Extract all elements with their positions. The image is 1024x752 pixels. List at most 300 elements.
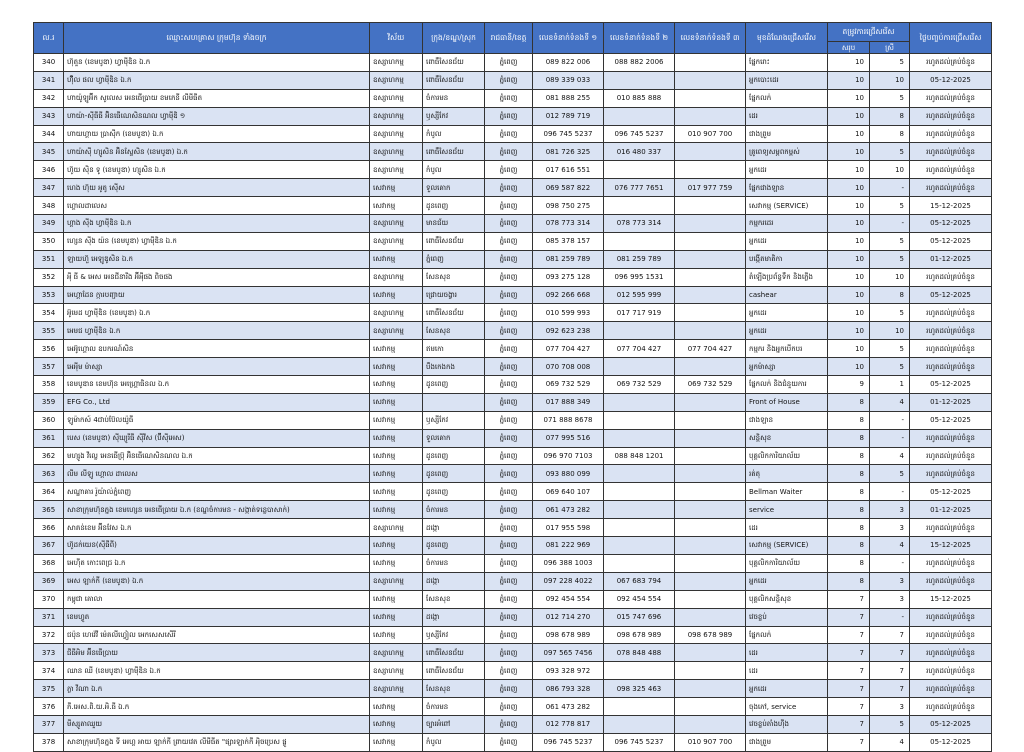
province-cell: ភ្នំពេញ [485,71,533,89]
vacancy-female-cell: 10 [870,322,910,340]
vacancy-total-cell: 8 [828,429,870,447]
vacancy-female-cell: 7 [870,662,910,680]
table-row [34,644,992,662]
province-cell: ភ្នំពេញ [485,447,533,465]
row-number-cell: 349 [34,215,64,233]
row-number-cell: 374 [34,662,64,680]
phone-3-cell: 017 977 759 [675,179,746,197]
phone-2-cell [604,715,675,733]
company-name-cell: ហ៊ូយ ស៊ិន ទូ (ខេមបូឌា) ហ្សូសិន ឯ.ក [64,161,370,179]
sector-cell: ឧស្សាហកម្ម [370,322,423,340]
phone-3-cell [675,143,746,161]
position-cell: វេចខ្ចប់ [746,608,828,626]
company-name-cell: អេហ៊ីត កោះពេជ្រ ឯ.ក [64,554,370,572]
table-row [34,554,992,572]
phone-3-cell [675,465,746,483]
district-cell: កំបូល [423,733,485,751]
phone-1-cell: 010 599 993 [533,304,604,322]
phone-3-cell [675,268,746,286]
district-cell: ពោធិ៍សែនជ័យ [423,662,485,680]
district-cell: ឫស្សីកែវ [423,626,485,644]
table-row [34,268,992,286]
province-cell: ភ្នំពេញ [485,215,533,233]
company-name-cell: ឈាន ឈី (ខេមបូឌា) ហ្វាមុីឌិន ឯ.ក [64,662,370,680]
vacancy-female-cell: - [870,215,910,233]
position-cell: អ្នកដេរ [746,322,828,340]
sector-cell: ឧស្សាហកម្ម [370,268,423,286]
position-cell: បុគ្គលិកការិយាល័យ [746,554,828,572]
deadline-cell: រហូតដល់គ្រប់ចំនួន [910,107,992,125]
table-row [34,483,992,501]
province-cell: ភ្នំពេញ [485,376,533,394]
vacancy-total-cell: 10 [828,268,870,286]
phone-3-cell [675,483,746,501]
position-cell: បុគ្គលិកសន្តិសុខ [746,590,828,608]
position-cell: ដេរ [746,644,828,662]
deadline-cell: រហូតដល់គ្រប់ចំនួន [910,519,992,537]
district-cell: ច្បារអំពៅ [423,715,485,733]
company-name-cell: ខេមហ្វូត [64,608,370,626]
district-cell [423,393,485,411]
vacancy-total-cell: 8 [828,501,870,519]
vacancy-female-cell: 4 [870,537,910,555]
table-row [34,340,992,358]
vacancy-total-cell: 10 [828,197,870,215]
phone-1-cell: 017 888 349 [533,393,604,411]
company-name-cell: ហាយហ្គាយ ប្រាស៊ីក (ខេមបូឌា) ឯ.ក [64,125,370,143]
row-number-cell: 360 [34,411,64,429]
position-cell: Front of House [746,393,828,411]
vacancy-female-cell: 5 [870,54,910,72]
phone-3-cell [675,89,746,107]
phone-1-cell: 081 888 255 [533,89,604,107]
row-number-cell: 345 [34,143,64,161]
phone-2-cell: 077 704 427 [604,340,675,358]
company-name-cell: ជីធីអិម អ៊ីនធើប្រាយ [64,644,370,662]
vacancy-female-cell: 8 [870,125,910,143]
province-cell: ភ្នំពេញ [485,268,533,286]
district-cell: កំបូល [423,125,485,143]
header-sector: វិស័យ [370,23,423,54]
sector-cell: សេវាកម្ម [370,608,423,626]
position-cell: ផ្នែកជាងឡាន [746,179,828,197]
district-cell: មានជ័យ [423,215,485,233]
vacancy-total-cell: 10 [828,54,870,72]
company-name-cell: ហ្គោលដាលេស [64,197,370,215]
sector-cell: សេវាកម្ម [370,501,423,519]
position-cell: ជាងព្រួម [746,733,828,751]
position-cell: សន្តិសុខ [746,429,828,447]
phone-3-cell [675,322,746,340]
table-row [34,197,992,215]
table-row [34,179,992,197]
table-row [34,447,992,465]
phone-1-cell: 012 789 719 [533,107,604,125]
phone-3-cell [675,537,746,555]
phone-2-cell [604,465,675,483]
vacancy-total-cell: 8 [828,447,870,465]
table-row [34,698,992,716]
province-cell: ភ្នំពេញ [485,483,533,501]
table-row [34,662,992,680]
position-cell: អ្នកបោះដេរ [746,71,828,89]
vacancy-female-cell: - [870,179,910,197]
position-cell: សេវាកម្ម (SERVICE) [746,197,828,215]
district-cell: ដូនពេញ [423,197,485,215]
district-cell: ពោធិ៍សែនជ័យ [423,143,485,161]
table-row [34,304,992,322]
province-cell: ភ្នំពេញ [485,54,533,72]
header-position: មុខដំណែងជ្រើសរើស [746,23,828,54]
district-cell: បឹងកេងកង [423,358,485,376]
deadline-cell: 05-12-2025 [910,733,992,751]
province-cell: ភ្នំពេញ [485,519,533,537]
phone-2-cell [604,232,675,250]
deadline-cell: រហូតដល់គ្រប់ចំនួន [910,626,992,644]
deadline-cell: រហូតដល់គ្រប់ចំនួន [910,608,992,626]
vacancy-total-cell: 7 [828,698,870,716]
row-number-cell: 350 [34,232,64,250]
phone-2-cell: 088 882 2006 [604,54,675,72]
district-cell: សែនសុខ [423,680,485,698]
sector-cell: សេវាកម្ម [370,483,423,501]
phone-3-cell [675,590,746,608]
phone-1-cell: 093 328 972 [533,662,604,680]
row-number-cell: 354 [34,304,64,322]
sector-cell: សេវាកម្ម [370,626,423,644]
phone-2-cell [604,107,675,125]
phone-2-cell [604,393,675,411]
province-cell: ភ្នំពេញ [485,662,533,680]
vacancy-female-cell: - [870,608,910,626]
phone-3-cell: 010 907 700 [675,125,746,143]
deadline-cell: រហូតដល់គ្រប់ចំនួន [910,89,992,107]
row-number-cell: 352 [34,268,64,286]
row-number-cell: 348 [34,197,64,215]
company-name-cell: EFG Co., Ltd [64,393,370,411]
deadline-cell: 05-12-2025 [910,215,992,233]
phone-3-cell [675,519,746,537]
vacancy-total-cell: 8 [828,554,870,572]
phone-3-cell [675,608,746,626]
table-row [34,733,992,751]
phone-1-cell: 085 378 157 [533,232,604,250]
vacancy-female-cell: 4 [870,393,910,411]
phone-1-cell: 097 228 4022 [533,572,604,590]
company-name-cell: ហ៊ុឺល ផល ហ្វាមុីឌិន ឯ.ក [64,71,370,89]
header-total: សរុប [828,42,870,54]
deadline-cell: រហូតដល់គ្រប់ចំនួន [910,143,992,161]
deadline-cell: រហូតដល់គ្រប់ចំនួន [910,304,992,322]
company-name-cell: ឡាយហ៊ួ អេឡូឌូសិន ឯ.ក [64,250,370,268]
position-cell: បង្កើតមាតិកា [746,250,828,268]
position-cell: សេវាកម្ម (SERVICE) [746,537,828,555]
sector-cell: ឧស្សាហកម្ម [370,125,423,143]
sector-cell: សេវាកម្ម [370,197,423,215]
district-cell: ចំការមន [423,554,485,572]
vacancy-total-cell: 10 [828,340,870,358]
position-cell: អ្នកដេរ [746,232,828,250]
phone-3-cell [675,71,746,89]
vacancy-total-cell: 8 [828,537,870,555]
table-row [34,376,992,394]
position-cell: អ្នកម៉ាស្សា [746,358,828,376]
vacancy-total-cell: 10 [828,107,870,125]
phone-1-cell: 081 222 969 [533,537,604,555]
phone-3-cell [675,644,746,662]
phone-2-cell: 010 885 888 [604,89,675,107]
vacancy-total-cell: 10 [828,143,870,161]
province-cell: ភ្នំពេញ [485,626,533,644]
position-cell: ជាងព្រួម [746,125,828,143]
company-name-cell: អេស ឡាក់កី (ខេមបូឌា) ឯ.ក [64,572,370,590]
vacancy-total-cell: 7 [828,662,870,680]
position-cell: អ្នកដេរ [746,680,828,698]
province-cell: ភ្នំពេញ [485,411,533,429]
phone-2-cell [604,429,675,447]
vacancy-female-cell: 8 [870,107,910,125]
district-cell: ឫស្សីកែវ [423,107,485,125]
province-cell: ភ្នំពេញ [485,590,533,608]
phone-1-cell: 070 708 008 [533,358,604,376]
province-cell: ភ្នំពេញ [485,698,533,716]
position-cell: ដេរ [746,519,828,537]
province-cell: ភ្នំពេញ [485,107,533,125]
deadline-cell: រហូតដល់គ្រប់ចំនួន [910,554,992,572]
district-cell: ភ្នំពេញ [423,250,485,268]
phone-1-cell: 092 623 238 [533,322,604,340]
sector-cell: ឧស្សាហកម្ម [370,304,423,322]
vacancy-female-cell: 7 [870,644,910,662]
vacancy-total-cell: 10 [828,215,870,233]
deadline-cell: រហូតដល់គ្រប់ចំនួន [910,429,992,447]
deadline-cell: រហូតដល់គ្រប់ចំនួន [910,358,992,376]
vacancy-female-cell: 5 [870,465,910,483]
phone-2-cell [604,537,675,555]
district-cell: ដូនពេញ [423,447,485,465]
phone-1-cell: 096 970 7103 [533,447,604,465]
company-name-cell: លីម លីឡូ ហ្គោល ដាលេស [64,465,370,483]
deadline-cell: 01-12-2025 [910,250,992,268]
phone-2-cell: 096 995 1531 [604,268,675,286]
sector-cell: សេវាកម្ម [370,340,423,358]
vacancy-female-cell: 5 [870,232,910,250]
phone-1-cell: 081 726 325 [533,143,604,161]
phone-2-cell: 017 717 919 [604,304,675,322]
row-number-cell: 363 [34,465,64,483]
header-no: ល.រ [34,23,64,54]
sector-cell: ឧស្សាហកម្ម [370,161,423,179]
row-number-cell: 375 [34,680,64,698]
phone-1-cell: 081 259 789 [533,250,604,268]
district-cell: ពោធិ៍សែនជ័យ [423,232,485,250]
district-cell: ដង្កោ [423,608,485,626]
position-cell: ផ្នែកលក់ និងជំនួយការ [746,376,828,394]
district-cell: សែនសុខ [423,322,485,340]
phone-1-cell: 092 266 668 [533,286,604,304]
position-cell: វេចខ្ចប់តាំងហ៊ីង [746,715,828,733]
phone-2-cell [604,483,675,501]
deadline-cell: រហូតដល់គ្រប់ចំនួន [910,644,992,662]
deadline-cell: រហូតដល់គ្រប់ចំនួន [910,465,992,483]
vacancy-total-cell: 10 [828,125,870,143]
company-name-cell: ហ៊ុតួន (ខេមបូឌា) ហ្វាមុីឌិន ឯ.ក [64,54,370,72]
deadline-cell: 05-12-2025 [910,715,992,733]
row-number-cell: 351 [34,250,64,268]
deadline-cell: រហូតដល់គ្រប់ចំនួន [910,447,992,465]
deadline-cell: រហូតដល់គ្រប់ចំនួន [910,572,992,590]
phone-3-cell [675,662,746,680]
vacancy-total-cell: 8 [828,519,870,537]
vacancy-female-cell: - [870,429,910,447]
sector-cell: សេវាកម្ម [370,411,423,429]
phone-3-cell: 010 907 700 [675,733,746,751]
position-cell: ផ្នែកលក់ [746,89,828,107]
sector-cell: សេវាកម្ម [370,698,423,716]
vacancy-female-cell: 3 [870,519,910,537]
phone-3-cell [675,393,746,411]
table-row [34,572,992,590]
row-number-cell: 368 [34,554,64,572]
company-name-cell: សាគន់ខេម អ៊ីនវែស ឯ.ក [64,519,370,537]
position-cell: គ្រូពេទ្យសម្ភពកម្ពស់ [746,143,828,161]
table-row [34,71,992,89]
province-cell: ភ្នំពេញ [485,501,533,519]
table-row [34,465,992,483]
row-number-cell: 366 [34,519,64,537]
table-row [34,608,992,626]
phone-3-cell [675,501,746,519]
vacancy-female-cell: 8 [870,286,910,304]
sector-cell: សេវាកម្ម [370,554,423,572]
phone-1-cell: 096 745 5237 [533,733,604,751]
deadline-cell: រហូតដល់គ្រប់ចំនួន [910,322,992,340]
company-name-cell: ហ្គាង ស៊ីង ហ្វាមុីឌិន ឯ.ក [64,215,370,233]
province-cell: ភ្នំពេញ [485,429,533,447]
row-number-cell: 365 [34,501,64,519]
phone-2-cell: 096 745 5237 [604,125,675,143]
company-name-cell: សណ្ឋាគារ រ៉ូយ៉ាល់ភ្នំពេញ [64,483,370,501]
vacancy-total-cell: 8 [828,483,870,501]
vacancy-female-cell: 5 [870,358,910,376]
district-cell: ទួលគោក [423,179,485,197]
table-row [34,429,992,447]
phone-2-cell: 016 480 337 [604,143,675,161]
deadline-cell: រហូតដល់គ្រប់ចំនួន [910,125,992,143]
district-cell: ចំការមន [423,698,485,716]
sector-cell: សេវាកម្ម [370,250,423,268]
phone-3-cell [675,680,746,698]
sector-cell: សេវាកម្ម [370,393,423,411]
phone-2-cell [604,71,675,89]
district-cell: ពោធិ៍សែនជ័យ [423,644,485,662]
district-cell: ពោធិ៍សែនជ័យ [423,304,485,322]
phone-1-cell: 096 388 1003 [533,554,604,572]
deadline-cell: 05-12-2025 [910,483,992,501]
phone-2-cell [604,411,675,429]
phone-1-cell: 093 880 099 [533,465,604,483]
vacancy-total-cell: 10 [828,161,870,179]
table-row [34,215,992,233]
province-cell: ភ្នំពេញ [485,179,533,197]
company-name-cell: ហាយ៉ាស៊ី ហ្សូសិន អ៊ិនស្ទែសិន (ខេមបូឌា) ឯ.ក [64,143,370,161]
province-cell: ភ្នំពេញ [485,161,533,179]
sector-cell: សេវាកម្ម [370,465,423,483]
district-cell: ពោធិ៍សែនជ័យ [423,71,485,89]
vacancy-total-cell: 9 [828,376,870,394]
province-cell: ភ្នំពេញ [485,393,533,411]
row-number-cell: 361 [34,429,64,447]
phone-3-cell [675,54,746,72]
row-number-cell: 372 [34,626,64,644]
district-cell: ឥមកោ [423,340,485,358]
province-cell: ភ្នំពេញ [485,465,533,483]
table-row [34,537,992,555]
deadline-cell: រហូតដល់គ្រប់ចំនួន [910,54,992,72]
table-row [34,519,992,537]
province-cell: ភ្នំពេញ [485,322,533,340]
phone-2-cell [604,197,675,215]
vacancy-total-cell: 7 [828,590,870,608]
row-number-cell: 369 [34,572,64,590]
table-row [34,590,992,608]
sector-cell: ឧស្សាហកម្ម [370,107,423,125]
vacancy-total-cell: 8 [828,572,870,590]
vacancy-female-cell: 10 [870,71,910,89]
table-row [34,680,992,698]
deadline-cell: រហូតដល់គ្រប់ចំនួន [910,662,992,680]
vacancy-female-cell: 3 [870,501,910,519]
district-cell: កំបូល [423,161,485,179]
vacancy-female-cell: - [870,554,910,572]
deadline-cell: 05-12-2025 [910,71,992,89]
phone-2-cell [604,698,675,716]
company-name-cell: ខេមបូឌាន ខេមហ៊ុន អេហ្គ្រោធិនល ឯ.ក [64,376,370,394]
company-name-cell: អេអ៊ូហ្គោល ឧបករណ៍សិន [64,340,370,358]
position-cell: ជាងឡាន [746,411,828,429]
position-cell: ដេរ [746,107,828,125]
header-deadline: ថ្ងៃបញ្ចប់ការជ្រើសរើស [910,23,992,54]
position-cell: តំឡើងប្រព័ន្ធទឹក និងភ្លើង [746,268,828,286]
table-row [34,393,992,411]
phone-2-cell: 015 747 696 [604,608,675,626]
phone-3-cell: 098 678 989 [675,626,746,644]
phone-1-cell: 092 454 554 [533,590,604,608]
table-row [34,125,992,143]
phone-3-cell [675,715,746,733]
row-number-cell: 364 [34,483,64,501]
phone-1-cell: 086 793 328 [533,680,604,698]
vacancy-female-cell: 5 [870,143,910,161]
position-cell: Bellman Waiter [746,483,828,501]
table-header [34,23,992,54]
province-cell: ភ្នំពេញ [485,340,533,358]
position-cell: កម្មករដេរ [746,215,828,233]
vacancy-total-cell: 7 [828,608,870,626]
province-cell: ភ្នំពេញ [485,733,533,751]
phone-1-cell: 017 616 551 [533,161,604,179]
table-row [34,501,992,519]
province-cell: ភ្នំពេញ [485,554,533,572]
table-row [34,626,992,644]
row-number-cell: 371 [34,608,64,626]
company-name-cell: អេអុីម ម៉ាស្សា [64,358,370,376]
vacancy-female-cell: - [870,483,910,501]
row-number-cell: 359 [34,393,64,411]
phone-3-cell [675,197,746,215]
district-cell: ចំការមន [423,501,485,519]
phone-1-cell: 096 745 5237 [533,125,604,143]
